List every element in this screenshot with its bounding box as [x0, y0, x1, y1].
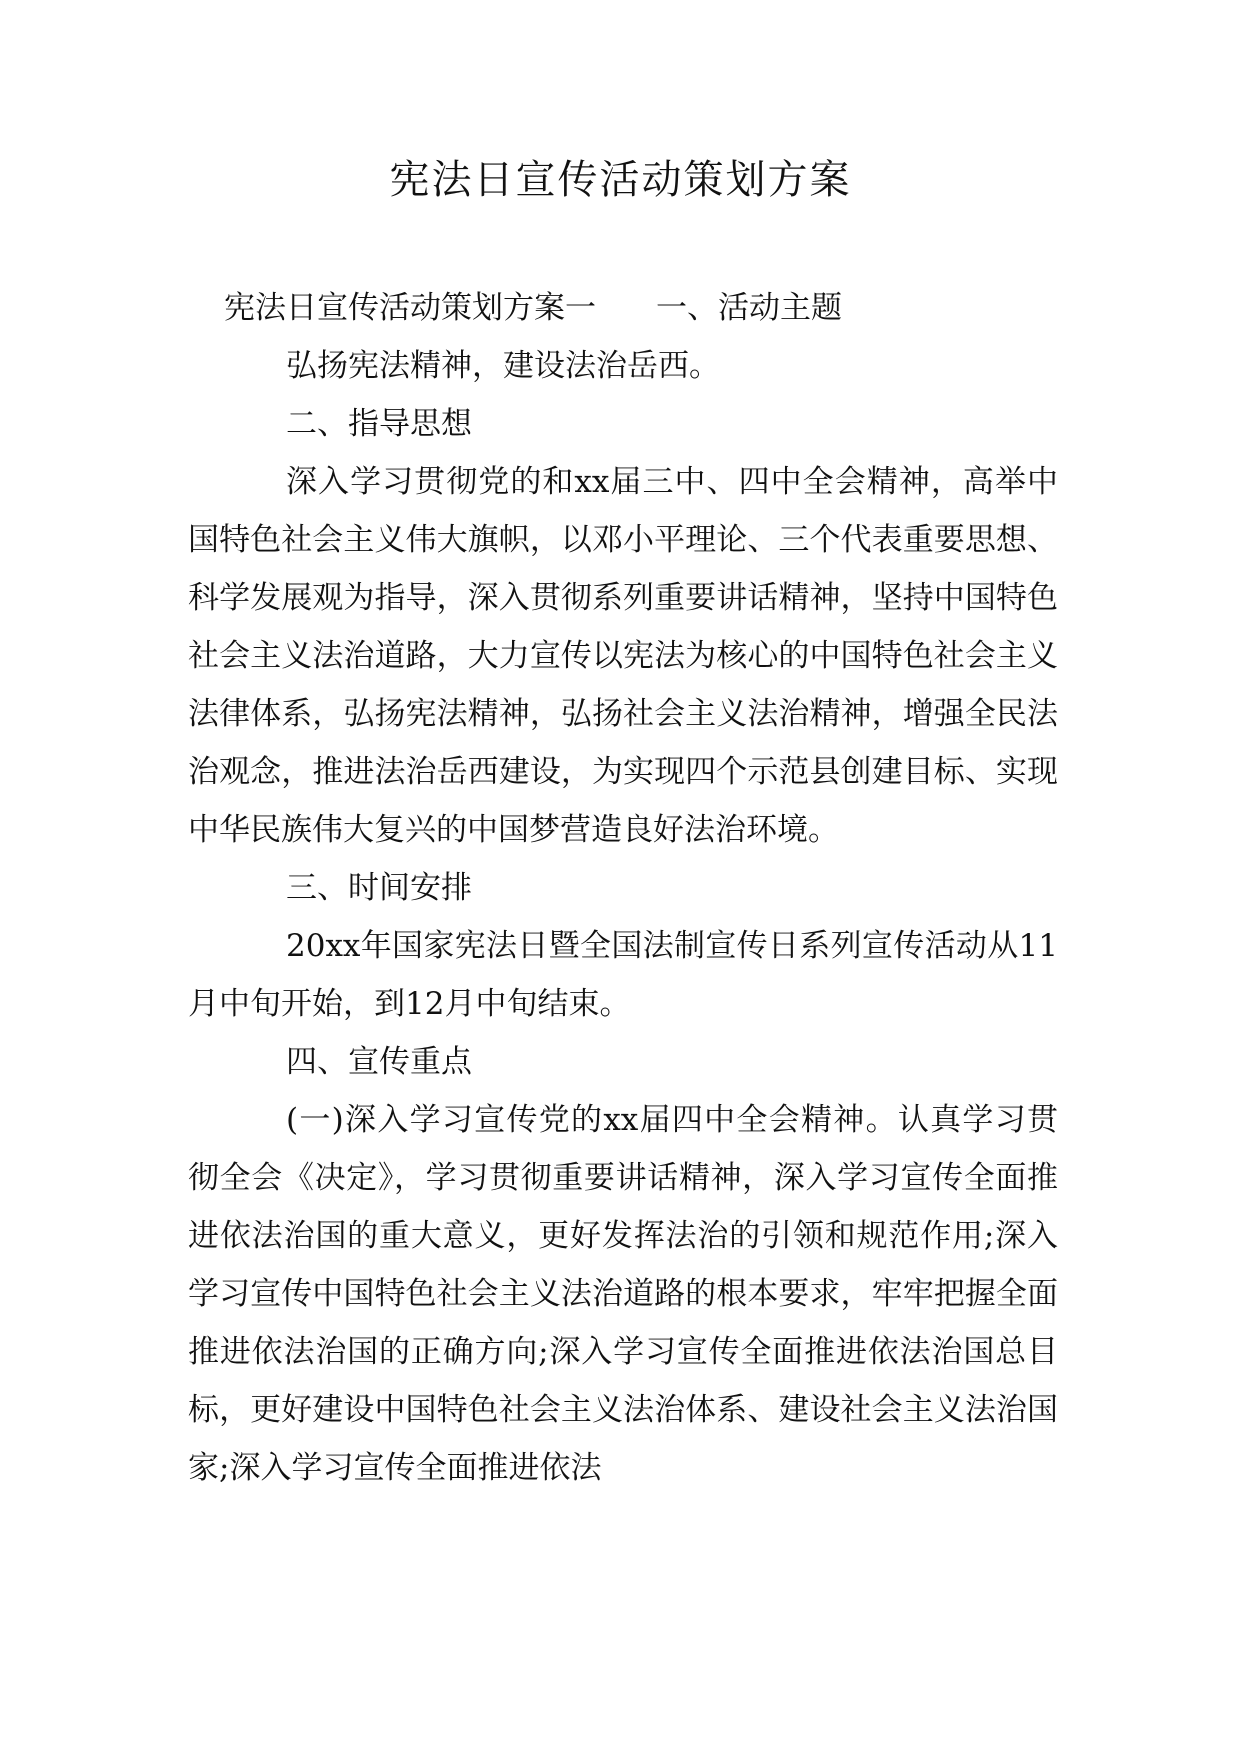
theme-paragraph: 弘扬宪法精神，建设法治岳西。 — [286, 348, 720, 384]
section-heading-schedule: 三、时间安排 — [286, 870, 472, 906]
guiding-ideology-paragraph: 深入学习贯彻党的和xx届三中、四中全会精神，高举中国特色社会主义伟大旗帜，以邓小平理论、三个代表重要思想、科学发展观为指导，深入贯彻系列重要讲话精神，坚持中国特色社会主义法治道路，大力宣传以宪法为核心的中国特色社会主义法律体系，弘扬宪法精神，弘扬社会主义法治精神，增强全民法治观念，推进法治岳西建设，为实现四个示范县创建目标、实现中华民族伟大复兴的中国梦营造良好法治环境。 — [188, 464, 1058, 848]
lead-line — [188, 279, 1058, 337]
section-heading-guiding-ideology: 二、指导思想 — [286, 406, 472, 442]
document-body — [188, 279, 1058, 1497]
section-heading-theme: 一、活动主题 — [656, 290, 842, 326]
section-heading-key-points: 四、宣传重点 — [286, 1044, 472, 1080]
key-points-paragraph: (一)深入学习宣传党的xx届四中全会精神。认真学习贯彻全会《决定》，学习贯彻重要讲话精神，深入学习宣传全面推进依法治国的重大意义，更好发挥法治的引领和规范作用;深入学习宣传中国特色社会主义法治道路的根本要求，牢牢把握全面推进依法治国的正确方向;深入学习宣传全面推进依法治国总目标，更好建设中国特色社会主义法治体系、建设社会主义法治国家;深入学习宣传全面推进依法 — [188, 1102, 1058, 1486]
document-subtitle: 宪法日宣传活动策划方案一 — [224, 290, 596, 326]
schedule-paragraph: 20xx年国家宪法日暨全国法制宣传日系列宣传活动从11月中旬开始，到12月中旬结束。 — [188, 928, 1058, 1022]
document-title: 宪法日宣传活动策划方案 — [389, 157, 852, 203]
